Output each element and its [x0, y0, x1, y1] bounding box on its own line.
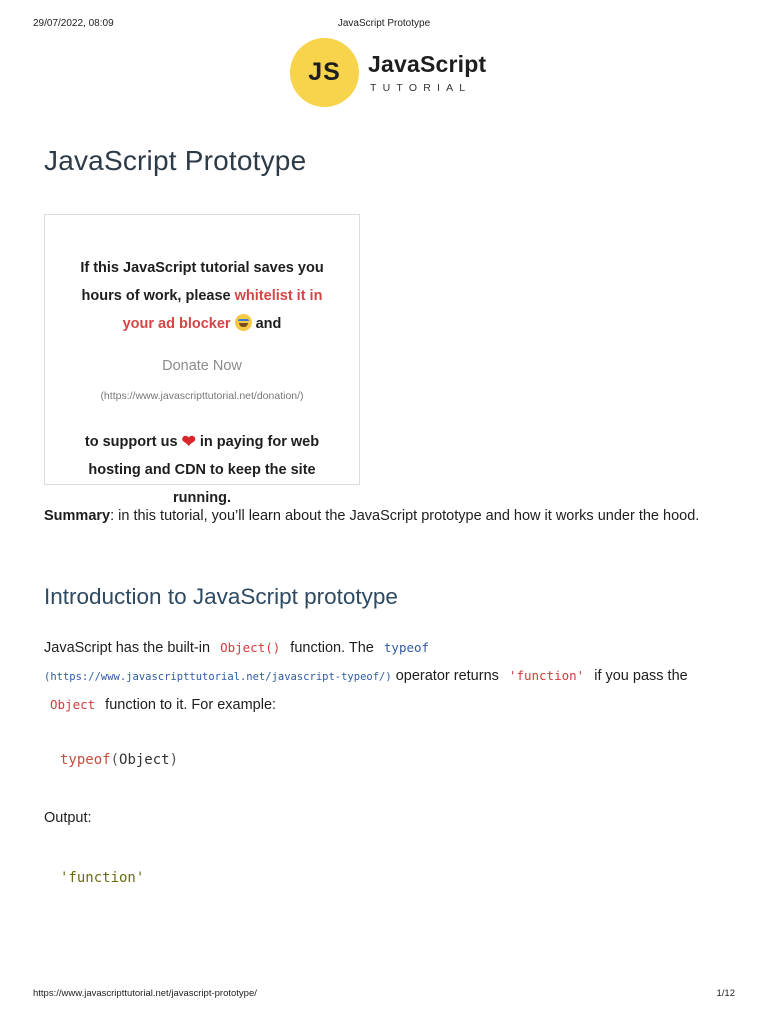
- code-argument: Object: [119, 752, 170, 768]
- code-paren-close: ): [169, 752, 179, 768]
- donate-line2-end: in paying for web hosting and CDN to keep the site running.: [88, 434, 320, 506]
- section-heading: Introduction to JavaScript prototype: [44, 584, 398, 609]
- print-datetime: 29/07/2022, 08:09: [33, 18, 114, 29]
- inline-code-object-fn: Object(): [220, 640, 281, 655]
- page-title: JavaScript Prototype: [44, 145, 307, 176]
- donate-now-link[interactable]: Donate Now: [162, 358, 242, 374]
- summary-paragraph: [44, 502, 734, 530]
- footer-url: https://www.javascripttutorial.net/javascript-prototype/: [33, 988, 257, 999]
- crying-face-icon: [235, 314, 252, 331]
- whitelist-link[interactable]: whitelist it in your ad blocker: [122, 288, 323, 332]
- print-title: JavaScript Prototype: [337, 18, 431, 29]
- summary-text: : in this tutorial, you’ll learn about the JavaScript prototype and how it works under the hood.: [110, 508, 700, 524]
- site-logo[interactable]: [290, 38, 490, 108]
- inline-code-function-string: 'function': [508, 668, 585, 683]
- output-label: Output:: [44, 810, 92, 826]
- typeof-url[interactable]: (https://www.javascripttutorial.net/javascript-typeof/): [44, 671, 392, 683]
- footer-page-number: 1/12: [716, 988, 735, 999]
- print-header: [33, 18, 735, 32]
- donate-line1: If this JavaScript tutorial saves you hours of work, please: [80, 260, 324, 304]
- logo-name: JavaScript: [368, 51, 487, 77]
- intro-text-2: function. The: [286, 640, 378, 656]
- donate-message: [45, 254, 359, 338]
- intro-text-5: function to it. For example:: [101, 697, 277, 713]
- print-footer: [33, 988, 735, 1002]
- donate-url: (https://www.javascripttutorial.net/donation/): [100, 390, 304, 402]
- donate-support-message: [44, 428, 360, 512]
- logo-subtitle: TUTORIAL: [370, 82, 472, 94]
- donate-line2-start: to support us: [84, 434, 182, 450]
- donate-line1-end: and: [251, 316, 282, 332]
- typeof-link[interactable]: typeof: [383, 640, 430, 655]
- code-block-output: 'function': [60, 870, 145, 886]
- intro-text-4: if you pass the: [590, 668, 688, 684]
- heart-icon: ❤: [181, 432, 196, 451]
- summary-label: Summary: [44, 508, 111, 524]
- intro-paragraph: [44, 634, 734, 719]
- intro-text-1: JavaScript has the built-in: [44, 640, 215, 656]
- logo-badge-text: JS: [308, 58, 341, 86]
- code-keyword: typeof: [60, 752, 111, 768]
- code-paren-open: (: [110, 752, 120, 768]
- intro-text-3: operator returns: [391, 668, 503, 684]
- inline-code-object: Object: [50, 697, 96, 712]
- code-block-typeof: [60, 752, 178, 768]
